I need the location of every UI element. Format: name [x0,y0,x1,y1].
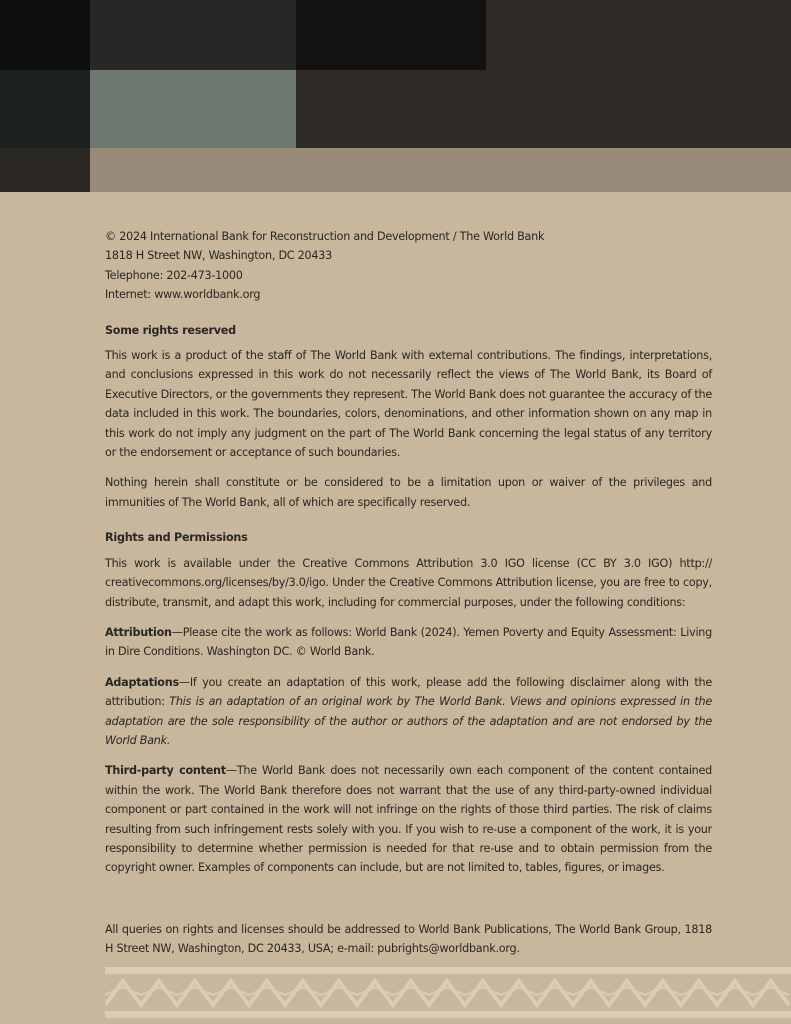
block-taupe [90,148,791,192]
copyright-page-content [105,227,712,959]
attribution-text: —Please cite the work as follows: World Bank (2024). Yemen Poverty and Equity Assessment: Living in Dire Conditions. Washington DC. © World Bank. [105,625,712,659]
block-sage [90,70,296,148]
privileges-paragraph: Nothing herein shall constitute or be considered to be a limitation upon or waiver of the privileges and immunities of The World Bank, all of which are specifically reserved. [105,476,712,509]
adaptations-paragraph [105,673,712,751]
address-line: 1818 H Street NW, Washington, DC 20433 [105,249,333,263]
copyright-line: © 2024 International Bank for Reconstruction and Development / The World Bank [105,230,545,243]
rights-permissions-heading: Rights and Permissions [105,531,248,545]
adaptations-disclaimer: This is an adaptation of an original work by The World Bank. Views and opinions expressed in the adaptation are the sole responsibility of the author or authors of the adaptation and are not endorsed by the World Bank. [105,695,712,747]
block-mid-center [296,70,486,148]
attribution-term: Attribution [105,625,172,639]
header-color-blocks [0,0,791,192]
internet-line: Internet: www.worldbank.org [105,288,261,302]
adaptations-term: Adaptations [105,675,179,689]
block-bottom-left [0,148,90,192]
some-rights-reserved-heading: Some rights reserved [105,323,236,337]
block-mid-left [0,70,90,148]
block-top-left [0,0,90,70]
disclaimer-paragraph: This work is a product of the staff of The World Bank with external contributions. The findings, interpretations, and conclusions expressed in this work do not necessarily reflect the views of The World Bank, its Board of Executive Directors, or the governments they represent. The World Bank does not guarantee the accuracy of the data included in this work. The boundaries, colors, denominations, and other information shown on any map in this work do not imply any judgment on the part of The World Bank concerning the legal status of any territory or the endorsement or acceptance of such boundaries. [105,349,712,460]
queries-paragraph: All queries on rights and licenses should be addressed to World Bank Publications, The World Bank Group, 1818 H Street NW, Washington, DC 20433, USA; e-mail: pubrights@worldbank.org. [105,922,712,956]
attribution-paragraph [105,623,712,662]
block-top-right [486,0,791,148]
block-top-center [296,0,486,70]
block-top-mid [90,0,296,70]
telephone-line: Telephone: 202-473-1000 [105,268,243,282]
third-party-term: Third-party content [105,764,226,778]
third-party-paragraph [105,761,712,877]
zigzag-pattern-band [105,967,791,1024]
adaptations-text: —If you create an adaptation of this work, please add the following disclaimer along with the attribution: [105,675,712,709]
license-paragraph: This work is available under the Creative Commons Attribution 3.0 IGO license (CC BY 3.0 IGO) http:// creativecommons.org/licenses/by/3.0/igo. Under the Creative Commons Attribution license, you are free to copy, distribute, transmit, and adapt this work, including for commercial purposes, under the following conditions: [105,556,712,609]
third-party-text: —The World Bank does not necessarily own each component of the content contained within the work. The World Bank therefore does not warrant that the use of any third-party-owned individual component or part contained in the work will not infringe on the rights of those third parties. The risk of claims resulting from such infringement rests solely with you. If you wish to re-use a component of the work, it is your responsibility to determine whether permission is needed for that re-use and to obtain permission from the copyright owner. Examples of components can include, but are not limited to, tables, figures, or images. [105,764,712,875]
